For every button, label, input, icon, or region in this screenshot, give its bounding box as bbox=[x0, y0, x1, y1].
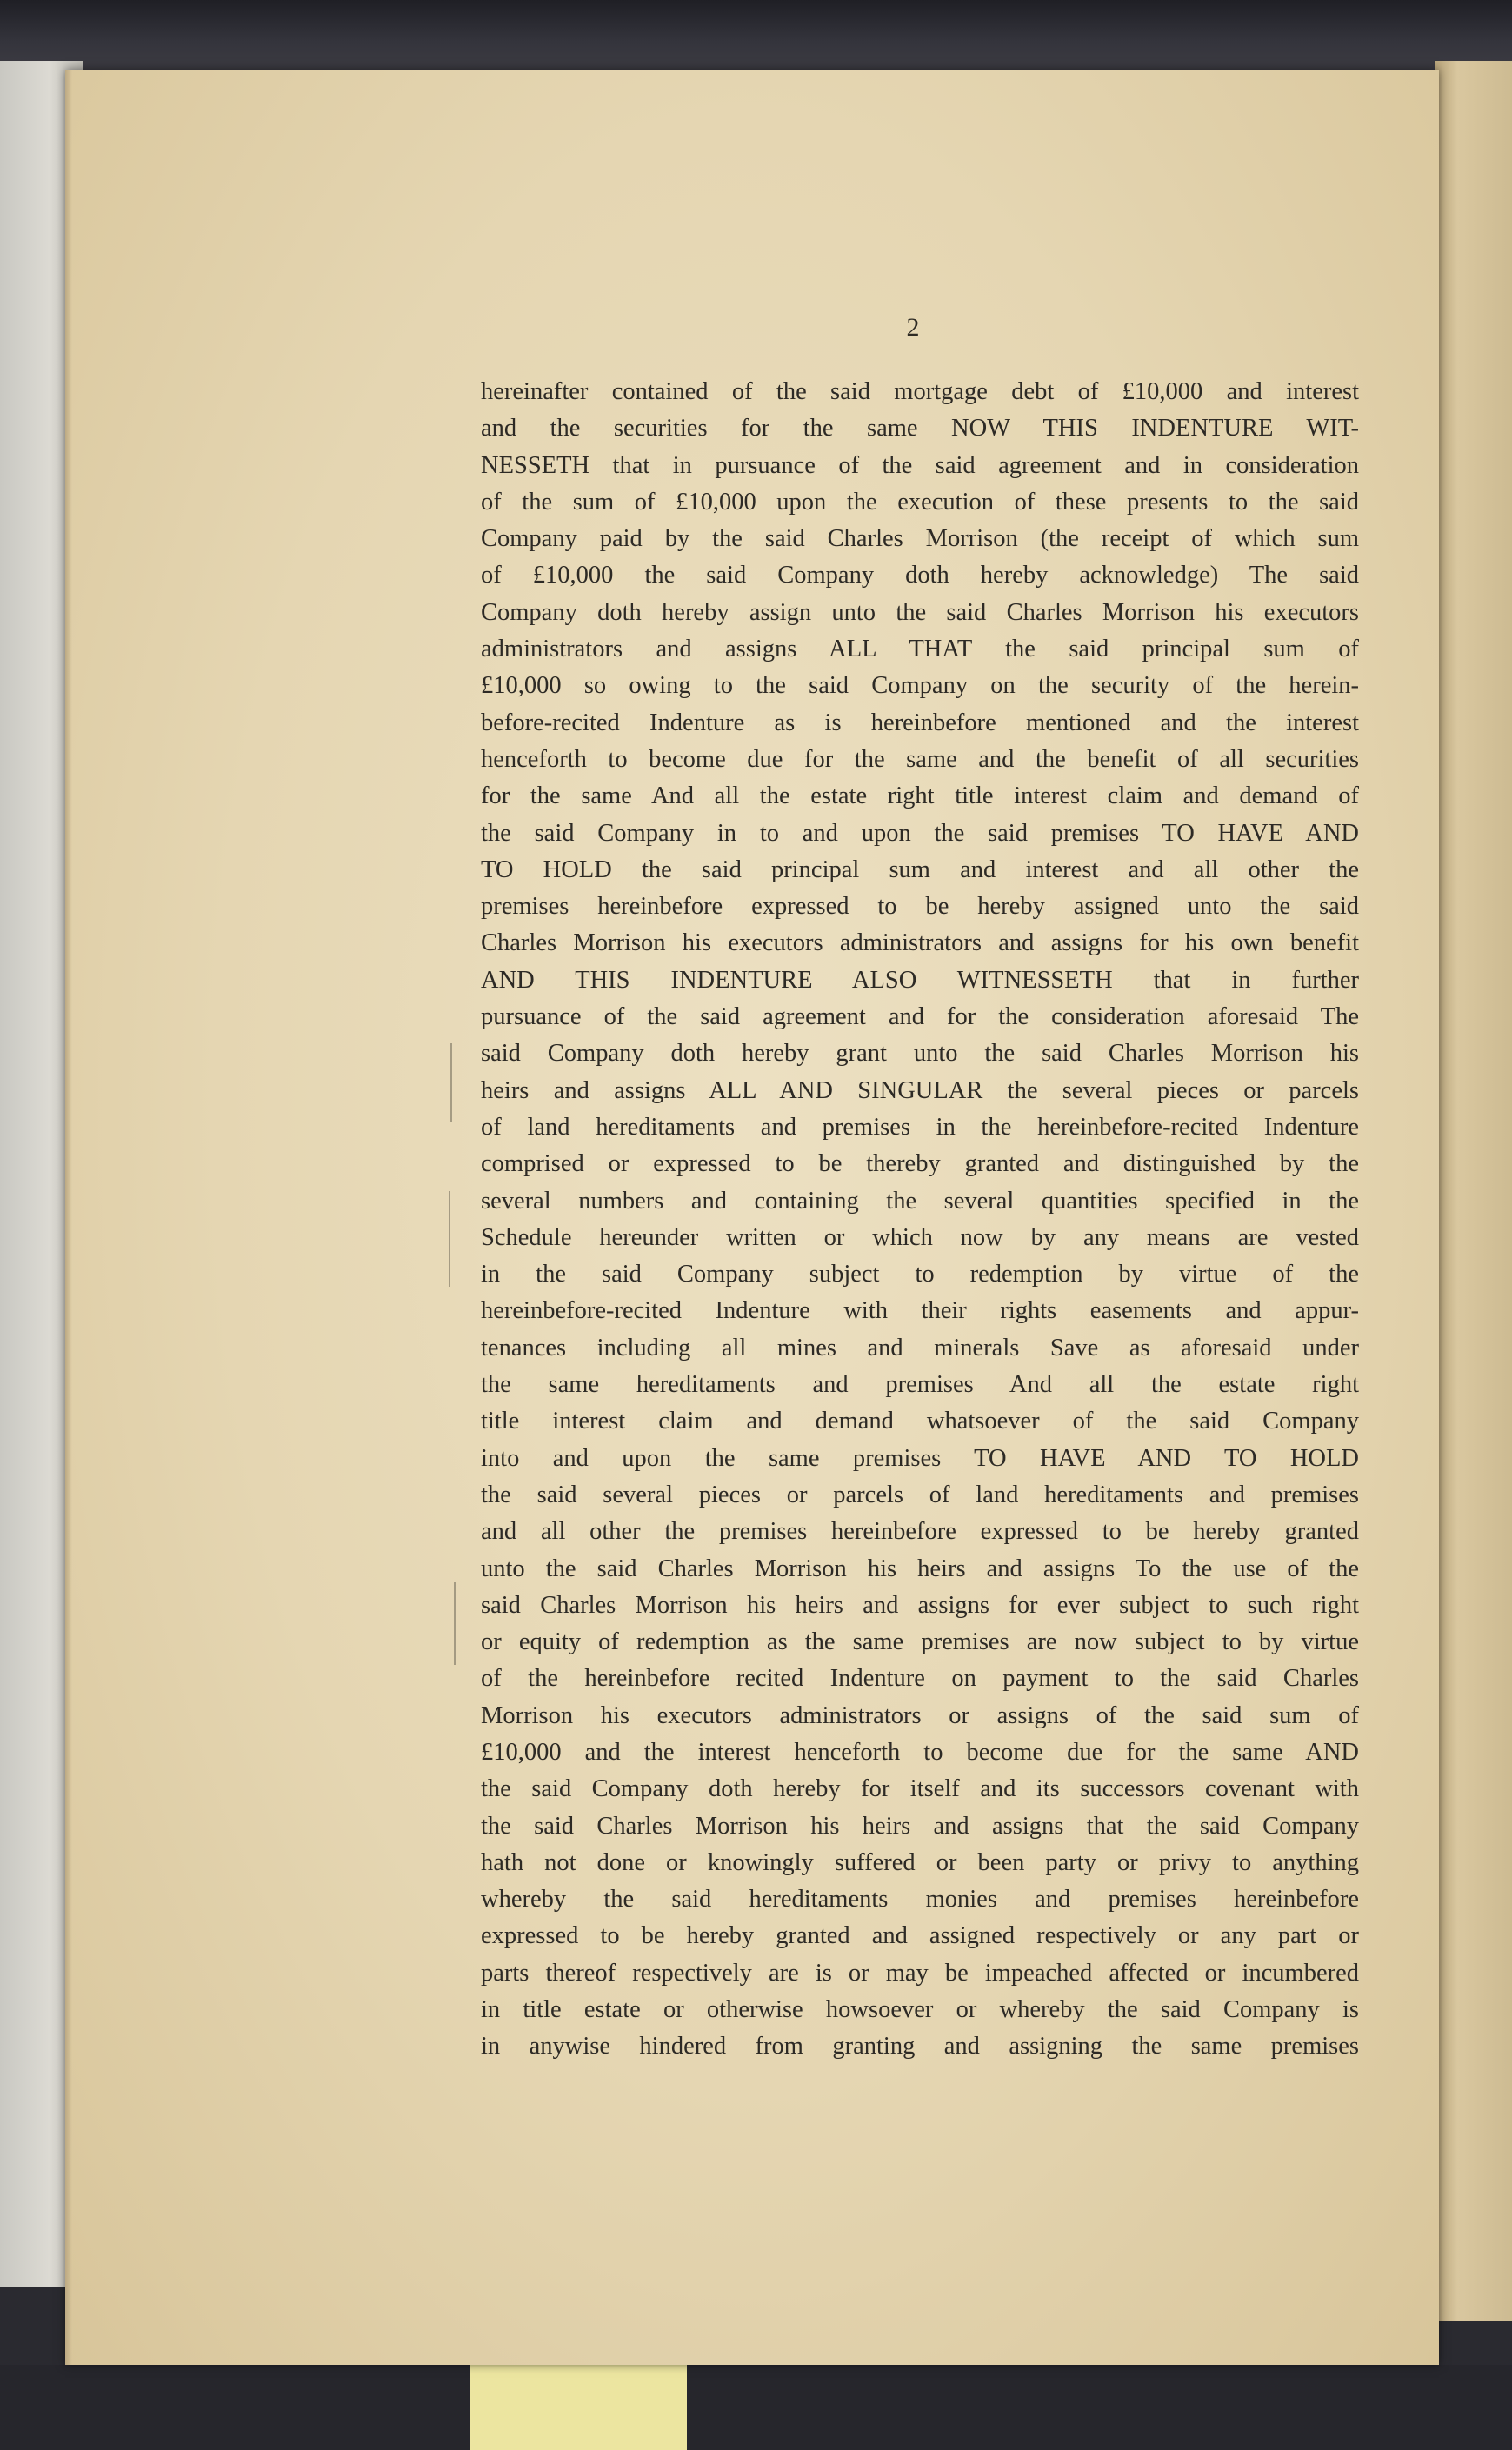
text-line: several numbers and containing the several quantities specified in the bbox=[481, 1187, 1359, 1215]
text-line: parts thereof respectively are is or may be impeached affected or incumbered bbox=[481, 1959, 1359, 1987]
text-line: the said Company in to and upon the said premises TO HAVE AND bbox=[481, 819, 1359, 847]
page-number: 2 bbox=[906, 313, 920, 342]
margin-pencil-mark bbox=[454, 1582, 456, 1665]
text-line: Charles Morrison his executors administrators and assigns for his own benefit bbox=[481, 929, 1359, 957]
text-line: expressed to be hereby granted and assigned respectively or any part or bbox=[481, 1922, 1359, 1950]
text-line: and all other the premises hereinbefore expressed to be hereby granted bbox=[481, 1518, 1359, 1546]
text-line: pursuance of the said agreement and for the consideration aforesaid The bbox=[481, 1003, 1359, 1031]
binding-cloth-bottom bbox=[0, 2365, 1512, 2450]
page-edge-shadow bbox=[65, 70, 72, 2365]
text-line: the said several pieces or parcels of land hereditaments and premises bbox=[481, 1481, 1359, 1508]
text-line: and the securities for the same NOW THIS INDENTURE WIT- bbox=[481, 415, 1359, 443]
margin-pencil-mark bbox=[449, 1191, 450, 1287]
text-line: in the said Company subject to redemption by virtue of the bbox=[481, 1261, 1359, 1288]
text-line: of the sum of £10,000 upon the execution of these presents to the said bbox=[481, 488, 1359, 516]
text-line: hereinbefore-recited Indenture with their rights easements and appur- bbox=[481, 1297, 1359, 1325]
text-line: into and upon the same premises TO HAVE AND TO HOLD bbox=[481, 1444, 1359, 1472]
text-line: unto the said Charles Morrison his heirs and assigns To the use of the bbox=[481, 1555, 1359, 1582]
text-line: premises hereinbefore expressed to be hereby assigned unto the said bbox=[481, 893, 1359, 921]
text-line: of land hereditaments and premises in the hereinbefore-recited Indenture bbox=[481, 1113, 1359, 1141]
text-line: the said Charles Morrison his heirs and assigns that the said Company bbox=[481, 1812, 1359, 1840]
text-line: NESSETH that in pursuance of the said agreement and in consideration bbox=[481, 451, 1359, 479]
text-line: comprised or expressed to be thereby granted and distinguished by the bbox=[481, 1150, 1359, 1178]
text-line: in anywise hindered from granting and assigning the same premises bbox=[481, 2033, 1359, 2061]
sticky-note bbox=[470, 2361, 687, 2450]
text-line: title interest claim and demand whatsoever of the said Company bbox=[481, 1408, 1359, 1435]
text-line: the said Company doth hereby for itself and its successors covenant with bbox=[481, 1775, 1359, 1803]
text-line: said Charles Morrison his heirs and assigns for ever subject to such right bbox=[481, 1591, 1359, 1619]
text-line: administrators and assigns ALL THAT the said principal sum of bbox=[481, 636, 1359, 663]
text-line: for the same And all the estate right title interest claim and demand of bbox=[481, 782, 1359, 810]
text-line: Company paid by the said Charles Morrison (the receipt of which sum bbox=[481, 525, 1359, 553]
text-line: of £10,000 the said Company doth hereby acknowledge) The said bbox=[481, 562, 1359, 589]
text-line: £10,000 so owing to the said Company on the security of the herein- bbox=[481, 672, 1359, 700]
text-line: said Company doth hereby grant unto the said Charles Morrison his bbox=[481, 1040, 1359, 1068]
text-line: TO HOLD the said principal sum and interest and all other the bbox=[481, 856, 1359, 883]
text-line: henceforth to become due for the same and the benefit of all securities bbox=[481, 745, 1359, 773]
text-line: of the hereinbefore recited Indenture on payment to the said Charles bbox=[481, 1665, 1359, 1693]
text-line: whereby the said hereditaments monies and premises hereinbefore bbox=[481, 1886, 1359, 1914]
text-line: £10,000 and the interest henceforth to become due for the same AND bbox=[481, 1738, 1359, 1766]
text-line: AND THIS INDENTURE ALSO WITNESSETH that in further bbox=[481, 966, 1359, 994]
text-line: heirs and assigns ALL AND SINGULAR the several pieces or parcels bbox=[481, 1076, 1359, 1104]
text-line: tenances including all mines and minerals Save as aforesaid under bbox=[481, 1334, 1359, 1361]
binding-cloth-top bbox=[0, 0, 1512, 70]
text-line: hath not done or knowingly suffered or been party or privy to anything bbox=[481, 1848, 1359, 1876]
text-line: in title estate or otherwise howsoever or whereby the said Company is bbox=[481, 1996, 1359, 2024]
text-line: Company doth hereby assign unto the said Charles Morrison his executors bbox=[481, 598, 1359, 626]
text-line: or equity of redemption as the same premises are now subject to by virtue bbox=[481, 1628, 1359, 1656]
text-line: Morrison his executors administrators or assigns of the said sum of bbox=[481, 1701, 1359, 1729]
text-line: the same hereditaments and premises And all the estate right bbox=[481, 1371, 1359, 1399]
text-line: hereinafter contained of the said mortgage debt of £10,000 and interest bbox=[481, 378, 1359, 405]
indenture-body-text bbox=[481, 374, 1359, 2066]
text-line: Schedule hereunder written or which now by any means are vested bbox=[481, 1223, 1359, 1251]
text-line: before-recited Indenture as is hereinbefore mentioned and the interest bbox=[481, 709, 1359, 736]
underlying-page-right bbox=[1435, 61, 1512, 2321]
margin-pencil-mark bbox=[450, 1043, 452, 1122]
